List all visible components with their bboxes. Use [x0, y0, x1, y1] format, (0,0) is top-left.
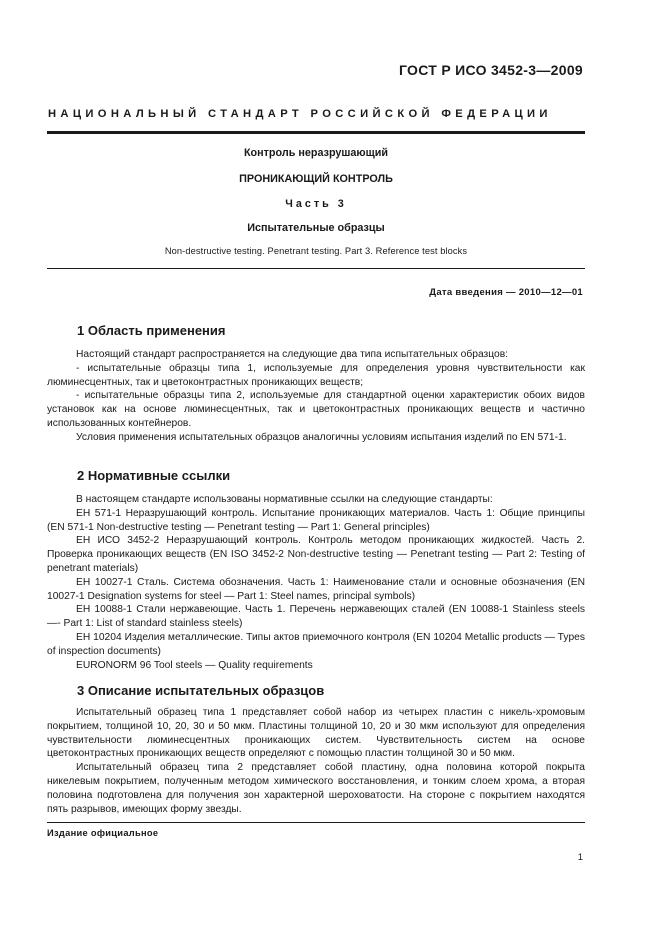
section-3-body [47, 706, 585, 816]
paragraph: Условия применения испытательных образцов аналогичны условиям испытания изделий по EN 571-1. [76, 431, 567, 443]
paragraph: Испытательный образец типа 1 представляет собой набор из четырех пластин с никель-хромовым покрытием, толщиной 10, 20, 30 и 50 мкм. Пластины толщиной 10, 20 и 30 мкм используют для определения чувствительности люминесцентных проникающих систем. Чувствительность систем на основе цветоконтрастных проникающих веществ определяют с помощью пластин толщиной 30 и 50 мкм. [47, 707, 585, 760]
english-title: Non-destructive testing. Penetrant testing. Part 3. Reference test blocks [164, 246, 468, 256]
section-2-heading: 2 Нормативные ссылки [77, 468, 231, 483]
reference-item: ЕН 10204 Изделия металлические. Типы актов приемочного контроля (EN 10204 Metallic products — Types of inspection documents) [47, 631, 585, 657]
page-number: 1 [577, 852, 583, 863]
header-divider [47, 131, 585, 134]
paragraph: Настоящий стандарт распространяется на следующие два типа испытательных образцов: [76, 349, 508, 360]
title-line-2: ПРОНИКАЮЩИЙ КОНТРОЛЬ [239, 173, 393, 185]
introduction-date: Дата введения — 2010—12—01 [429, 287, 583, 298]
standard-code: ГОСТ Р ИСО 3452-3—2009 [398, 62, 583, 78]
paragraph: В настоящем стандарте использованы нормативные ссылки на следующие стандарты: [76, 494, 493, 505]
footer-divider [47, 822, 585, 823]
title-divider [47, 268, 585, 269]
paragraph: Испытательный образец типа 2 представляет собой пластину, одна половина которой покрыта никелевым покрытием, полученным методом химического восстановления, и тонким слоем хрома, а вторая половина подготовлена для получения зон характерной шероховатости. На стороне с покрытием находятся пять разрывов, имеющих форму звезды. [47, 762, 585, 815]
reference-item: ЕН 571-1 Неразрушающий контроль. Испытание проникающих материалов. Часть 1: Общие принципы (EN 571-1 Non-destructive testing — Penetrant testing — Part 1: General principles) [47, 507, 585, 533]
official-edition-label: Издание официальное [47, 828, 159, 838]
paragraph: - испытательные образцы типа 1, используемые для определения уровня чувствительности как люминесцентных, так и цветоконтрастных проникающих веществ; [47, 362, 585, 388]
reference-item: ЕН ИСО 3452-2 Неразрушающий контроль. Контроль методом проникающих жидкостей. Часть 2. Проверка проникающих веществ (EN ISO 3452-2 Non-destructive testing — Penetrant testing — Part 2: Testing of penetrant materials) [47, 535, 585, 574]
title-line-1: Контроль неразрушающий [243, 147, 389, 159]
title-line-4: Испытательные образцы [247, 222, 385, 234]
reference-item: ЕН 10088-1 Стали нержавеющие. Часть 1. Перечень нержавеющих сталей (EN 10088-1 Stainless steels —- Part 1: List of standard stainless steels) [47, 604, 585, 630]
reference-item: ЕН 10027-1 Сталь. Система обозначения. Часть 1: Наименование стали и основные обозначения (EN 10027-1 Designation systems for steel — Part 1: Steel names, principal symbols) [47, 576, 585, 602]
national-standard-banner: НАЦИОНАЛЬНЫЙ СТАНДАРТ РОССИЙСКОЙ ФЕДЕРАЦИИ [48, 108, 552, 120]
title-part: Часть 3 [285, 198, 347, 210]
section-1-body [47, 348, 585, 445]
section-1-heading: 1 Область применения [77, 323, 226, 338]
paragraph: - испытательные образцы типа 2, используемые для стандартной оценки характеристик обоих видов установок как на основе люминесцентных, так и цветоконтрастных проникающих веществ и частично использованных контейнеров. [47, 390, 585, 429]
section-2-body [47, 493, 585, 672]
reference-item: EURONORM 96 Tool steels — Quality requirements [76, 659, 313, 671]
section-3-heading: 3 Описание испытательных образцов [77, 683, 325, 698]
